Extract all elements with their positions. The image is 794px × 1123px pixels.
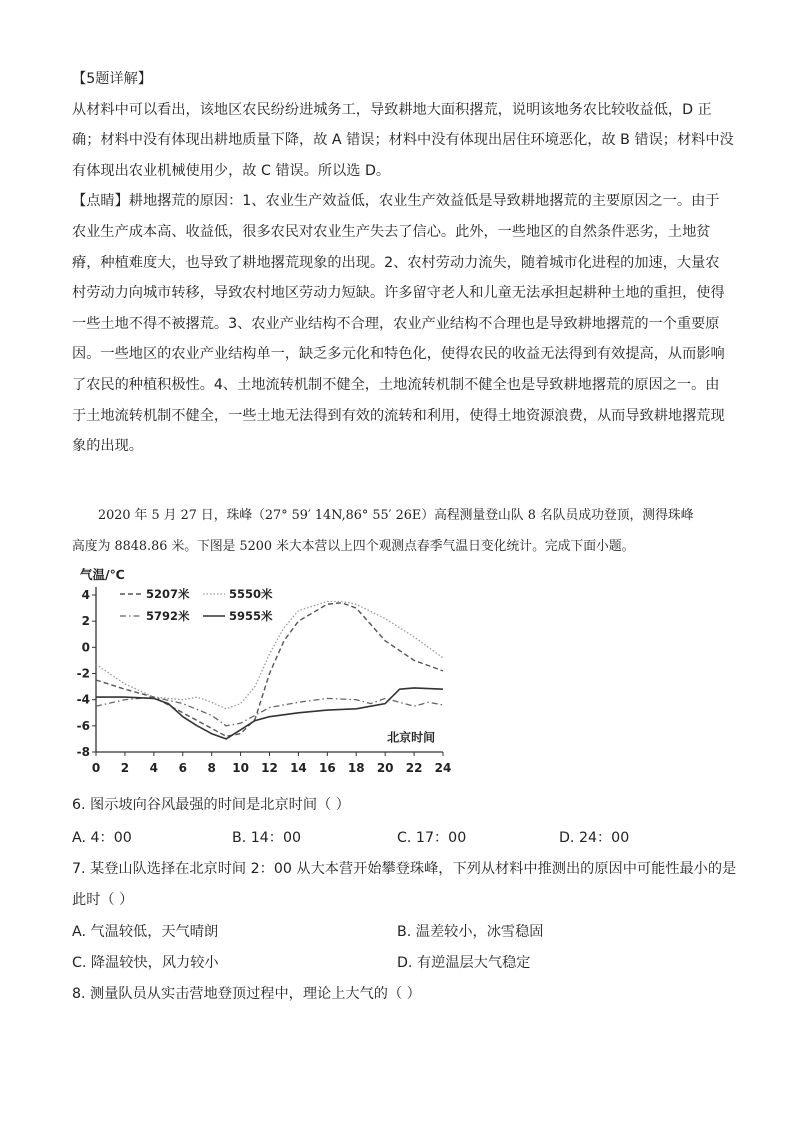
y-tick-label: -4: [76, 692, 90, 707]
x-tick-label: 6: [178, 761, 187, 775]
legend-label: 5792米: [146, 609, 190, 623]
x-tick-label: 4: [149, 761, 159, 775]
note-line: 农业生产成本高、收益低，很多农民对农业生产失去了信心。此外，一些地区的自然条件恶劣，土地贫: [72, 223, 711, 240]
explanation-section: [72, 64, 734, 462]
material-line: 高度为 8848.86 米。下图是 5200 米大本营以上四个观测点春季气温日变化统计。完成下面小题。: [72, 539, 635, 554]
q7-option-b: B. 温差较小，冰雪稳固: [397, 924, 544, 940]
question-8-stem: 8. 测量队员从实击营地登顶过程中，理论上大气的（ ）: [72, 986, 421, 1002]
x-tick-label: 12: [261, 761, 278, 775]
x-tick-label: 10: [232, 761, 249, 775]
note-line: [72, 186, 722, 217]
note-line: 一些土地不得不被撂荒。3、农业产业结构不合理，农业产业结构不合理也是导致耕地撂荒的一个重要原: [72, 315, 720, 332]
x-tick-label: 22: [405, 761, 423, 775]
explanation-line: 确；材料中没有体现出耕地质量下降，故 A 错误；材料中没有体现出居住环境恶化，故 B 错误；材料中没: [72, 132, 734, 149]
note-line: 因。一些地区的农业产业结构单一，缺乏多元化和特色化，使得农民的收益无法得到有效提高，从而影响: [72, 346, 725, 363]
note-line: 村劳动力向城市转移，导致农村地区劳动力短缺。许多留守老人和儿童无法承担起耕种土地的重担，使得: [72, 285, 725, 302]
series-line-5792米: [96, 697, 443, 726]
note-line: 瘠，种植难度大，也导致了耕地撂荒现象的出现。2、农村劳动力流失，随着城市化进程的加速，大量农: [72, 254, 720, 271]
legend-label: 5955米: [229, 609, 273, 623]
q6-option-d: D. 24：00: [559, 830, 630, 846]
q6-option-b: B. 14：00: [232, 830, 302, 846]
q7-option-c: C. 降温较快，风力较小: [72, 955, 219, 971]
temperature-chart: [78, 565, 458, 787]
y-tick-label: -6: [76, 718, 90, 733]
y-tick-label: 0: [81, 640, 90, 655]
note-text: 耕地撂荒的原因：1、农业生产效益低，农业生产效益低是导致耕地撂荒的主要原因之一。由于: [128, 193, 720, 210]
note-label: 【点睛】: [72, 193, 129, 210]
x-tick-label: 20: [376, 761, 394, 775]
q7-option-a: A. 气温较低，天气晴朗: [72, 924, 219, 940]
legend-label: 5550米: [229, 587, 273, 601]
y-tick-label: -8: [76, 745, 90, 759]
note-line: 象的出现。: [72, 438, 143, 455]
note-line: 于土地流转机制不健全，一些土地无法得到有效的流转和利用，使得土地资源浪费，从而导致耕地撂荒现: [72, 407, 725, 424]
q6-option-c: C. 17：00: [397, 830, 467, 846]
x-axis-label: 北京时间: [387, 730, 436, 745]
question-7-stem-cont: 此时（ ）: [72, 892, 134, 908]
y-tick-label: -2: [76, 666, 90, 681]
x-tick-label: 24: [434, 761, 452, 775]
y-axis-label: 气温/℃: [80, 567, 125, 582]
x-tick-label: 2: [120, 761, 130, 775]
x-tick-label: 16: [318, 761, 336, 775]
question-6-stem: 6. 图示坡向谷风最强的时间是北京时间（ ）: [72, 797, 350, 813]
x-tick-label: 8: [207, 761, 216, 775]
y-tick-label: 4: [81, 588, 90, 602]
material-line: 2020 年 5 月 27 日，珠峰（27° 59′ 14N,86° 55′ 26E）高程测量登山队 8 名队员成功登顶，测得珠峰: [98, 508, 694, 523]
q6-option-a: A. 4：00: [72, 830, 132, 846]
y-tick-label: 2: [81, 614, 90, 629]
x-tick-label: 18: [347, 761, 365, 775]
explanation-line: 从材料中可以看出，该地区农民纷纷进城务工，导致耕地大面积撂荒，说明该地务农比较收益低，D 正: [72, 101, 712, 118]
legend-label: 5207米: [146, 587, 190, 601]
q7-option-d: D. 有逆温层大气稳定: [397, 955, 531, 971]
explanation-line: 有体现出农业机械使用少，故 C 错误。所以选 D。: [72, 162, 391, 179]
explanation-header: 【5题详解】: [72, 71, 152, 87]
question-7-stem: 7. 某登山队选择在北京时间 2：00 从大本营开始攀登珠峰，下列从材料中推测出的原因中可能性最小的是: [72, 861, 737, 877]
x-tick-label: 14: [290, 761, 307, 775]
note-line: 了农民的种植积极性。4、土地流转机制不健全，土地流转机制不健全也是导致耕地撂荒的原因之一。由: [72, 376, 720, 393]
x-tick-label: 0: [91, 761, 101, 775]
material-section: [72, 500, 722, 562]
